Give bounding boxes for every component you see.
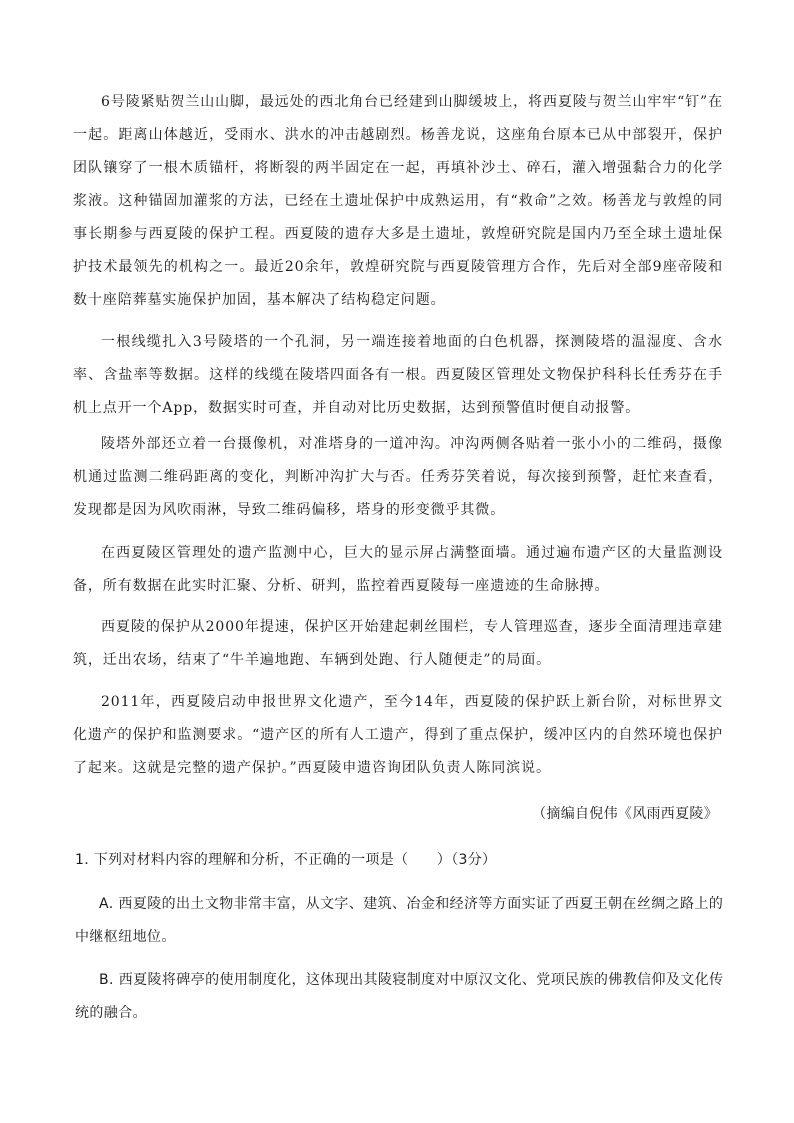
paragraph-2: 一根线缆扎入3号陵塔的一个孔洞，另一端连接着地面的白色机器，探测陵塔的温湿度、含水率、含盐率等数据。这样的线缆在陵塔四面各有一根。西夏陵区管理处文物保护科科长任秀芬在手机上点开一个App，数据实时可查，并自动对比历史数据，达到预警值时便自动报警。 — [73, 334, 723, 416]
question-stem: 1. 下列对材料内容的理解和分析，不正确的一项是（ ）（3分） — [75, 852, 497, 868]
option-b: B. 西夏陵将碑亭的使用制度化，这体现出其陵寝制度对中原汉文化、党项民族的佛教信仰及文化传统的融合。 — [75, 972, 724, 1021]
paragraph-3: 陵塔外部还立着一台摄像机，对准塔身的一道冲沟。冲沟两侧各贴着一张小小的二维码，摄像机通过监测二维码距离的变化，判断冲沟扩大与否。任秀芬笑着说，每次接到预警，赶忙来查看，发现都是因为风吹雨淋，导致二维码偏移，塔身的形变微乎其微。 — [73, 436, 723, 518]
paragraph-6: 2011年，西夏陵启动申报世界文化遗产，至今14年，西夏陵的保护跃上新台阶，对标世界文化遗产的保护和监测要求。“遗产区的所有人工遗产，得到了重点保护，缓冲区内的自然环境也保护了起来。这就是完整的遗产保护。”西夏陵申遗咨询团队负责人陈同滨说。 — [73, 694, 723, 776]
option-a: A. 西夏陵的出土文物非常丰富，从文字、建筑、冶金和经济等方面实证了西夏王朝在丝绸之路上的中继枢纽地位。 — [75, 896, 724, 945]
source-citation: （摘编自倪伟《风雨西夏陵》 — [532, 806, 718, 822]
paragraph-4: 在西夏陵区管理处的遗产监测中心，巨大的显示屏占满整面墙。通过遍布遗产区的大量监测设备，所有数据在此实时汇聚、分析、研判，监控着西夏陵每一座遗迹的生命脉搏。 — [73, 545, 723, 594]
paragraph-5: 西夏陵的保护从2000年提速，保护区开始建起刺丝围栏，专人管理巡查，逐步全面清理违章建筑，迁出农场，结束了“牛羊遍地跑、车辆到处跑、行人随便走”的局面。 — [73, 619, 723, 668]
paragraph-1: 6号陵紧贴贺兰山山脚，最远处的西北角台已经建到山脚缓坡上，将西夏陵与贺兰山牢牢“钉”在一起。距离山体越近，受雨水、洪水的冲击越剧烈。杨善龙说，这座角台原本已从中部裂开，保护团队镶穿了一根木质锚杆，将断裂的两半固定在一起，再填补沙土、碎石，灌入增强黏合力的化学浆液。这种锚固加灌浆的方法，已经在土遗址保护中成熟运用，有“救命”之效。杨善龙与敦煌的同事长期参与西夏陵的保护工程。西夏陵的遗存大多是土遗址，敦煌研究院是国内乃至全球土遗址保护技术最领先的机构之一。最近20余年，敦煌研究院与西夏陵管理方合作，先后对全部9座帝陵和数十座陪葬墓实施保护加固，基本解决了结构稳定问题。 — [73, 94, 723, 308]
